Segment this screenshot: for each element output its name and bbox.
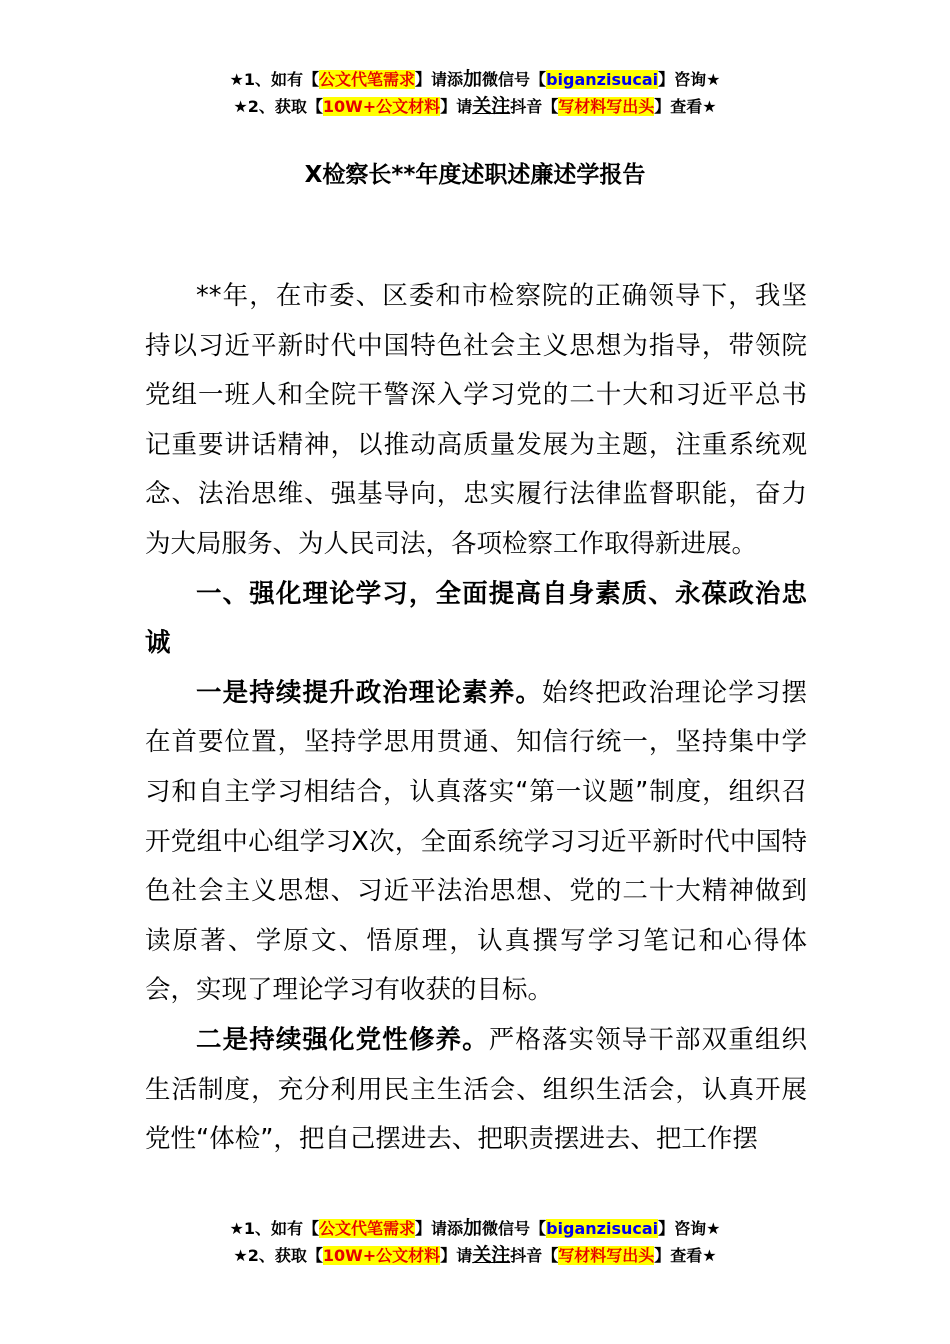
banner-text: 关注: [472, 95, 511, 117]
paragraph-lead: 二是持续强化党性修养。: [196, 1024, 489, 1055]
section-heading-text: 一、强化理论学习，全面提高自身素质、永葆政治忠诚: [145, 578, 807, 659]
highlight-text: 公文代笔需求: [319, 1219, 416, 1238]
banner-text: 抖音【: [510, 1246, 559, 1265]
banner-text: 】咨询★: [658, 1219, 721, 1238]
body-paragraph: [145, 1016, 807, 1165]
paragraph-text: 始终把政治理论学习摆在首要位置，坚持学思用贯通、知信行统一，坚持集中学习和自主学习相结合，认真落实“第一议题”制度，组织召开党组中心组学习X次，全面系统学习习近平新时代中国特色社会主义思想、习近平法治思想、党的二十大精神做到读原著、学原文、悟原理，认真撰写学习笔记和心得体会，实现了理论学习有收获的目标。: [145, 677, 807, 1006]
wechat-id: biganzisucai: [546, 70, 659, 89]
banner-line-2: [0, 93, 950, 120]
banner-text: 关注: [472, 1244, 511, 1266]
banner-text: 加: [463, 68, 483, 90]
highlight-text: 10W+公文材料: [322, 1246, 441, 1265]
banner-text: 】请: [440, 97, 473, 116]
highlight-text: 10W+公文材料: [322, 97, 441, 116]
section-heading: [145, 570, 807, 669]
banner-text: ★2、获取【: [233, 97, 323, 116]
body-paragraph: [145, 669, 807, 1016]
banner-line-2: [0, 1242, 950, 1269]
intro-paragraph: **年，在市委、区委和市检察院的正确领导下，我坚持以习近平新时代中国特色社会主义思想为指导，带领院党组一班人和全院干警深入学习党的二十大和习近平总书记重要讲话精神，以推动高质量发展为主题，注重系统观念、法治思维、强基导向，忠实履行法律监督职能，奋力为大局服务、为人民司法，各项检察工作取得新进展。: [145, 281, 807, 559]
banner-text: ★1、如有【: [229, 1219, 319, 1238]
banner-text: ★2、获取【: [233, 1246, 323, 1265]
banner-text: 】请添: [415, 1219, 464, 1238]
header-banner: [0, 66, 950, 120]
banner-text: 】请: [440, 1246, 473, 1265]
document-body: [145, 272, 807, 1165]
banner-text: 】查看★: [654, 97, 717, 116]
banner-text: 抖音【: [510, 97, 559, 116]
banner-text: 微信号【: [482, 70, 547, 89]
banner-text: 微信号【: [482, 1219, 547, 1238]
banner-text: 加: [463, 1217, 483, 1239]
banner-text: 】查看★: [654, 1246, 717, 1265]
paragraph-text: 严格落实领导干部双重组织生活制度，充分利用民主生活会、组织生活会，认真开展党性“体检”，把自己摆进去、把职责摆进去、把工作摆: [145, 1024, 807, 1155]
footer-banner: [0, 1215, 950, 1269]
highlight-text: 写材料写出头: [558, 97, 655, 116]
highlight-text: 公文代笔需求: [319, 70, 416, 89]
wechat-id: biganzisucai: [546, 1219, 659, 1238]
document-title: X检察长**年度述职述廉述学报告: [304, 162, 646, 188]
banner-text: ★1、如有【: [229, 70, 319, 89]
highlight-text: 写材料写出头: [558, 1246, 655, 1265]
banner-text: 】咨询★: [658, 70, 721, 89]
banner-text: 】请添: [415, 70, 464, 89]
banner-line-1: [0, 66, 950, 93]
paragraph-lead: 一是持续提升政治理论素养。: [196, 677, 542, 708]
banner-line-1: [0, 1215, 950, 1242]
